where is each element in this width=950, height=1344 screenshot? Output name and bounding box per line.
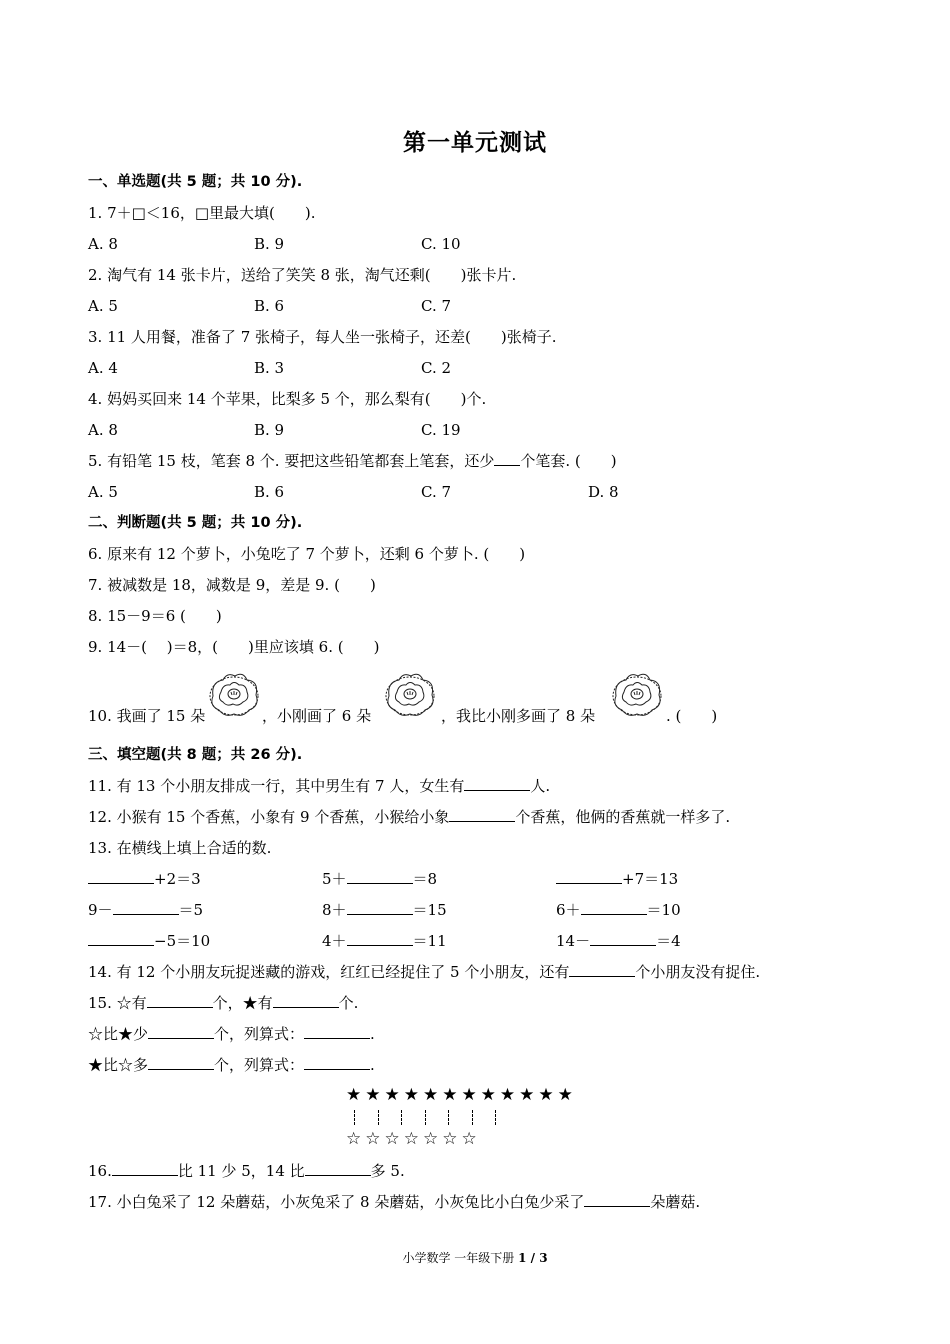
- footer-course: 小学数学 一年级下册: [402, 1251, 515, 1265]
- answer-blank[interactable]: [147, 993, 213, 1008]
- answer-blank[interactable]: [449, 807, 515, 822]
- q14-text-pre: 14. 有 12 个小朋友玩捉迷藏的游戏，红红已经捉住了 5 个小朋友，还有: [88, 963, 570, 981]
- answer-blank[interactable]: [304, 1055, 370, 1070]
- q5-option-b: B. 6: [254, 483, 285, 501]
- dash-connector: [472, 1110, 474, 1125]
- dash-connector: [425, 1110, 427, 1125]
- white-star-row: ☆☆☆☆☆☆☆: [346, 1129, 481, 1149]
- q15-text: 15. ☆有: [88, 994, 147, 1012]
- dash-connector: [378, 1110, 380, 1125]
- answer-blank[interactable]: [494, 451, 520, 466]
- answer-blank[interactable]: [304, 1024, 370, 1039]
- question-12: [88, 807, 730, 827]
- q1-option-b: B. 9: [254, 235, 285, 253]
- q4-option-b: B. 9: [254, 421, 285, 439]
- q15-text: 个，列算式：: [214, 1056, 305, 1074]
- q13-r1-c: [556, 869, 678, 889]
- question-3: 3. 11 人用餐，准备了 7 张椅子，每人坐一张椅子，还差( )张椅子.: [88, 328, 557, 346]
- answer-blank[interactable]: [112, 1161, 178, 1176]
- q17-text-pre: 17. 小白兔采了 12 朵蘑菇，小灰兔采了 8 朵蘑菇，小灰兔比小白兔少采了: [88, 1193, 585, 1211]
- q15-text: 个，★有: [212, 994, 273, 1012]
- page-title: 第一单元测试: [403, 130, 547, 156]
- q13-r2-b: [322, 900, 447, 920]
- expr-text: −5＝10: [154, 932, 211, 950]
- q15-text: .: [370, 1056, 375, 1074]
- q4-option-c: C. 19: [421, 421, 461, 439]
- question-16: [88, 1161, 405, 1181]
- question-6: 6. 原来有 12 个萝卜，小兔吃了 7 个萝卜，还剩 6 个萝卜. ( ): [88, 545, 526, 563]
- q12-text-pre: 12. 小猴有 15 个香蕉，小象有 9 个香蕉，小猴给小象: [88, 808, 450, 826]
- q17-text-post: 朵蘑菇.: [650, 1193, 701, 1211]
- q10-text-3: ，我比小刚多画了 8 朵: [441, 707, 596, 725]
- dash-connector: [495, 1110, 497, 1125]
- expr-text: 14－: [556, 932, 591, 950]
- expr-text: ＝8: [412, 870, 438, 888]
- expr-text: +2＝3: [154, 870, 201, 888]
- answer-blank[interactable]: [347, 869, 413, 884]
- answer-blank[interactable]: [88, 869, 154, 884]
- expr-text: +7＝13: [622, 870, 679, 888]
- q5-option-a: A. 5: [88, 483, 118, 501]
- q13-r3-a: [88, 931, 210, 951]
- expr-text: 8＋: [322, 901, 347, 919]
- expr-text: ＝10: [646, 901, 681, 919]
- page-number: 1 / 3: [518, 1251, 548, 1265]
- question-8: 8. 15－9＝6 ( ): [88, 607, 222, 625]
- answer-blank[interactable]: [347, 931, 413, 946]
- q4-option-a: A. 8: [88, 421, 118, 439]
- answer-blank[interactable]: [305, 1161, 371, 1176]
- question-7: 7. 被减数是 18，减数是 9，差是 9. ( ): [88, 576, 376, 594]
- q2-option-b: B. 6: [254, 297, 285, 315]
- q2-option-c: C. 7: [421, 297, 452, 315]
- page-footer: [0, 1249, 950, 1266]
- answer-blank[interactable]: [556, 869, 622, 884]
- answer-blank[interactable]: [88, 931, 154, 946]
- section-heading-1: 一、单选题(共 5 题；共 10 分).: [88, 174, 303, 190]
- answer-blank[interactable]: [148, 1055, 214, 1070]
- question-4: 4. 妈妈买回来 14 个苹果，比梨多 5 个，那么梨有( )个.: [88, 390, 487, 408]
- flower-icon: [205, 670, 263, 720]
- q13-r2-a: [88, 900, 203, 920]
- q15-text: .: [370, 1025, 375, 1043]
- answer-blank[interactable]: [590, 931, 656, 946]
- expr-text: ＝5: [178, 901, 204, 919]
- expr-text: ＝4: [656, 932, 681, 950]
- dash-connector: [448, 1110, 450, 1125]
- q15-text: 个，列算式：: [214, 1025, 305, 1043]
- question-11: [88, 776, 550, 796]
- q13-r3-b: [322, 931, 447, 951]
- expr-text: ＝11: [412, 932, 447, 950]
- question-14: [88, 962, 760, 982]
- q11-text-post: 人.: [530, 777, 551, 795]
- question-2: 2. 淘气有 14 张卡片，送给了笑笑 8 张，淘气还剩( )张卡片.: [88, 266, 517, 284]
- flower-icon: [381, 670, 439, 720]
- answer-blank[interactable]: [569, 962, 635, 977]
- q13-r1-a: [88, 869, 201, 889]
- q3-option-b: B. 3: [254, 359, 285, 377]
- q11-text-pre: 11. 有 13 个小朋友排成一行，其中男生有 7 人，女生有: [88, 777, 465, 795]
- expr-text: 6＋: [556, 901, 581, 919]
- answer-blank[interactable]: [148, 1024, 214, 1039]
- section-heading-3: 三、填空题(共 8 题；共 26 分).: [88, 747, 303, 763]
- question-17: [88, 1192, 700, 1212]
- dash-connector: [354, 1110, 356, 1125]
- q15-text: ☆比★少: [88, 1025, 149, 1043]
- answer-blank[interactable]: [273, 993, 339, 1008]
- q1-option-c: C. 10: [421, 235, 461, 253]
- q5-option-d: D. 8: [588, 483, 619, 501]
- question-5: [88, 451, 617, 471]
- answer-blank[interactable]: [113, 900, 179, 915]
- q14-text-post: 个小朋友没有捉住.: [635, 963, 761, 981]
- question-15-line-1: [88, 993, 358, 1013]
- answer-blank[interactable]: [464, 776, 530, 791]
- expr-text: ＝15: [412, 901, 447, 919]
- q15-text: ★比☆多: [88, 1056, 149, 1074]
- q5-text-pre: 5. 有铅笔 15 枝，笔套 8 个. 要把这些铅笔都套上笔套，还少: [88, 452, 495, 470]
- q15-text: 个.: [338, 994, 359, 1012]
- q13-r2-c: [556, 900, 681, 920]
- q3-option-a: A. 4: [88, 359, 118, 377]
- q3-option-c: C. 2: [421, 359, 452, 377]
- q10-text-4: . ( ): [666, 707, 718, 725]
- answer-blank[interactable]: [581, 900, 647, 915]
- q2-option-a: A. 5: [88, 297, 118, 315]
- question-15-line-2: [88, 1024, 375, 1044]
- answer-blank[interactable]: [347, 900, 413, 915]
- question-15-line-3: [88, 1055, 375, 1075]
- question-1: 1. 7＋□＜16，□里最大填( ).: [88, 204, 316, 222]
- q13-r3-c: [556, 931, 681, 951]
- question-9: 9. 14－( )＝8，( )里应该填 6. ( ): [88, 638, 380, 656]
- black-star-row: ★★★★★★★★★★★★: [346, 1085, 577, 1105]
- q13-r1-b: [322, 869, 437, 889]
- answer-blank[interactable]: [584, 1192, 650, 1207]
- section-heading-2: 二、判断题(共 5 题；共 10 分).: [88, 515, 303, 531]
- q16-text: 多 5.: [370, 1162, 405, 1180]
- q16-text: 比 11 少 5，14 比: [177, 1162, 305, 1180]
- q12-text-post: 个香蕉，他俩的香蕉就一样多了.: [515, 808, 731, 826]
- q10-text-2: ，小刚画了 6 朵: [262, 707, 372, 725]
- q10-text-1: 10. 我画了 15 朵: [88, 707, 206, 725]
- flower-icon: [608, 670, 666, 720]
- q5-option-c: C. 7: [421, 483, 452, 501]
- dash-connector: [401, 1110, 403, 1125]
- q16-text: 16.: [88, 1162, 112, 1180]
- expr-text: 9－: [88, 901, 113, 919]
- q1-option-a: A. 8: [88, 235, 118, 253]
- question-13: 13. 在横线上填上合适的数.: [88, 839, 272, 857]
- expr-text: 4＋: [322, 932, 347, 950]
- q5-text-post: 个笔套. ( ): [520, 452, 617, 470]
- expr-text: 5＋: [322, 870, 347, 888]
